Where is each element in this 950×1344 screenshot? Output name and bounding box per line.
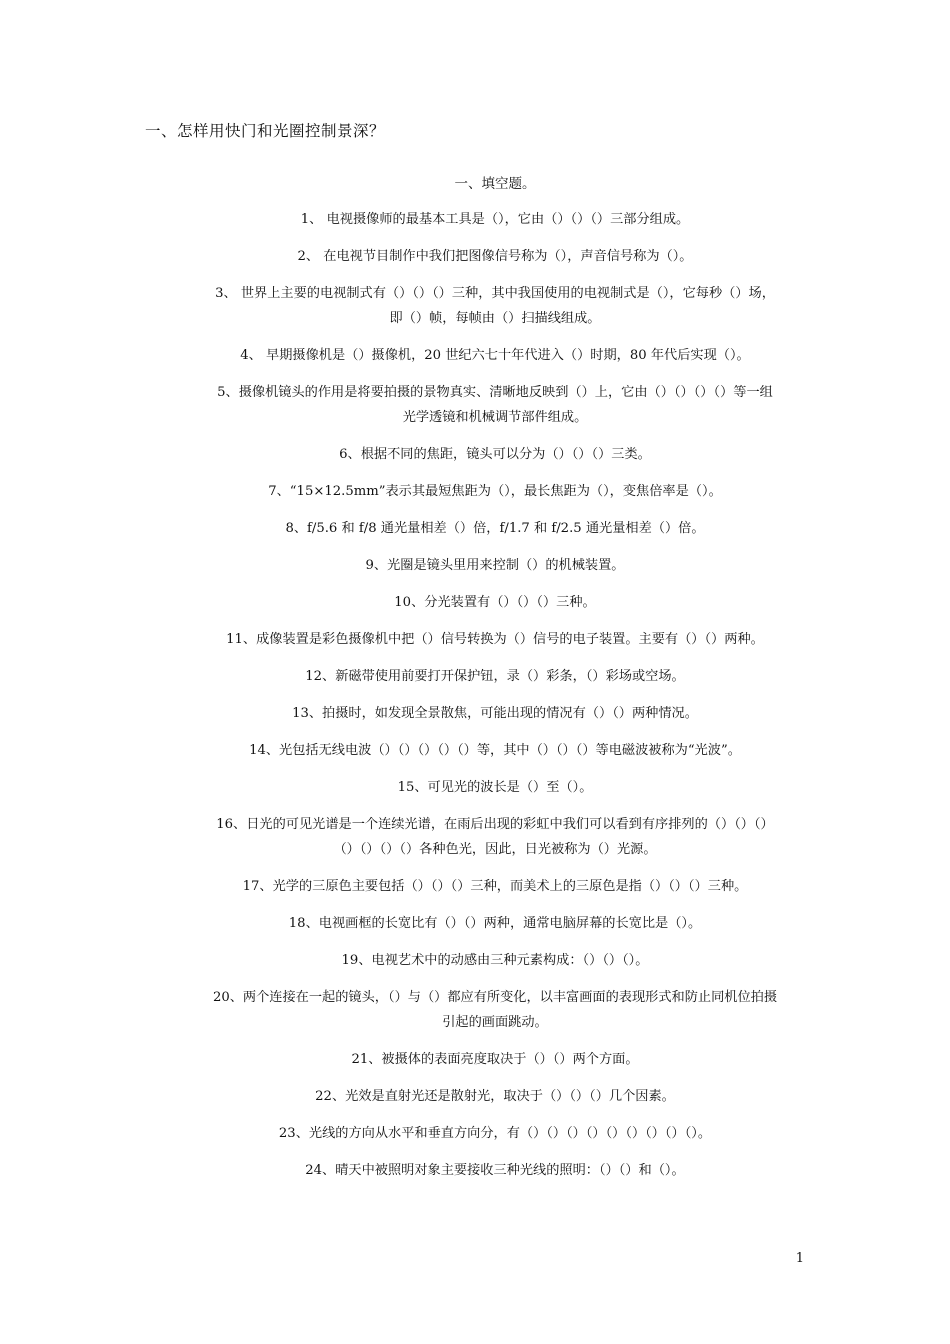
question-item <box>175 701 815 738</box>
page-number: 1 <box>795 1251 804 1266</box>
question-item <box>175 442 815 479</box>
question-line: 引起的画面跳动。 <box>442 1015 548 1030</box>
section-title: 一、填空题。 <box>454 176 536 192</box>
question-item <box>175 627 815 664</box>
question-item <box>175 516 815 553</box>
question-line: 光学透镜和机械调节部件组成。 <box>402 410 588 425</box>
question-line: 14、光包括无线电波（）（）（）（）（）等，其中（）（）（）等电磁波被称为“光波”。 <box>249 743 741 758</box>
question-list <box>175 207 815 1195</box>
question-item <box>175 479 815 516</box>
question-line: 即（）帧，每帧由（）扫描线组成。 <box>389 311 601 326</box>
question-line: 18、电视画框的长宽比有（）（）两种，通常电脑屏幕的长宽比是（）。 <box>288 916 702 931</box>
question-line: 4、 早期摄像机是（）摄像机，20 世纪六七十年代进入（）时期，80 年代后实现（）。 <box>240 348 750 363</box>
question-item <box>175 281 815 343</box>
document-heading: 一、怎样用快门和光圈控制景深？ <box>145 122 386 140</box>
question-line: 10、分光装置有（）（）（）三种。 <box>394 595 596 610</box>
question-line: 23、光线的方向从水平和垂直方向分，有（）（）（）（）（）（）（）（）（）。 <box>278 1126 712 1141</box>
question-item <box>175 775 815 812</box>
question-line: 6、根据不同的焦距，镜头可以分为（）（）（）三类。 <box>339 447 651 462</box>
question-item <box>175 911 815 948</box>
question-item <box>175 985 815 1047</box>
question-line: 9、光圈是镜头里用来控制（）的机械装置。 <box>365 558 625 573</box>
question-line: 5、摄像机镜头的作用是将要拍摄的景物真实、清晰地反映到（）上，它由（）（）（）（）等一组 <box>217 385 773 400</box>
question-line: 11、成像装置是彩色摄像机中把（）信号转换为（）信号的电子装置。主要有（）（）两种。 <box>226 632 764 647</box>
question-line: 1、 电视摄像师的最基本工具是（），它由（）（）（）三部分组成。 <box>300 212 690 227</box>
question-item <box>175 380 815 442</box>
question-line: 24、晴天中被照明对象主要接收三种光线的照明：（）（）和（）。 <box>305 1163 685 1178</box>
question-line: 21、被摄体的表面亮度取决于（）（）两个方面。 <box>351 1052 639 1067</box>
question-line: 19、电视艺术中的动感由三种元素构成：（）（）（）。 <box>341 953 649 968</box>
question-item <box>175 590 815 627</box>
question-line: （）（）（）（）各种色光，因此，日光被称为（）光源。 <box>333 842 657 857</box>
question-line: 13、拍摄时，如发现全景散焦，可能出现的情况有（）（）两种情况。 <box>292 706 698 721</box>
question-item <box>175 1047 815 1084</box>
question-item <box>175 812 815 874</box>
question-line: 20、两个连接在一起的镜头，（）与（）都应有所变化，以丰富画面的表现形式和防止同机位拍摄 <box>212 990 778 1005</box>
question-item <box>175 244 815 281</box>
question-line: 2、 在电视节目制作中我们把图像信号称为（），声音信号称为（）。 <box>297 249 693 264</box>
question-line: 12、新磁带使用前要打开保护钮，录（）彩条，（）彩场或空场。 <box>305 669 685 684</box>
question-line: 15、可见光的波长是（）至（）。 <box>397 780 593 795</box>
question-item <box>175 343 815 380</box>
question-item <box>175 948 815 985</box>
question-line: 3、 世界上主要的电视制式有（）（）（）三种，其中我国使用的电视制式是（），它每秒（）场， <box>215 286 775 301</box>
question-item <box>175 664 815 701</box>
question-item <box>175 207 815 244</box>
question-item <box>175 1121 815 1158</box>
question-item <box>175 1084 815 1121</box>
question-line: 22、光效是直射光还是散射光，取决于（）（）（）几个因素。 <box>315 1089 675 1104</box>
question-item <box>175 738 815 775</box>
question-item <box>175 553 815 590</box>
question-line: 8、f/5.6 和 f/8 通光量相差（）倍，f/1.7 和 f/2.5 通光量相差（）倍。 <box>285 521 705 536</box>
question-line: 7、“15×12.5mm”表示其最短焦距为（），最长焦距为（），变焦倍率是（）。 <box>268 484 722 499</box>
question-line: 17、光学的三原色主要包括（）（）（）三种，而美术上的三原色是指（）（）（）三种。 <box>242 879 748 894</box>
question-line: 16、日光的可见光谱是一个连续光谱，在雨后出现的彩虹中我们可以看到有序排列的（）（）（） <box>216 817 774 832</box>
question-item <box>175 1158 815 1195</box>
question-item <box>175 874 815 911</box>
